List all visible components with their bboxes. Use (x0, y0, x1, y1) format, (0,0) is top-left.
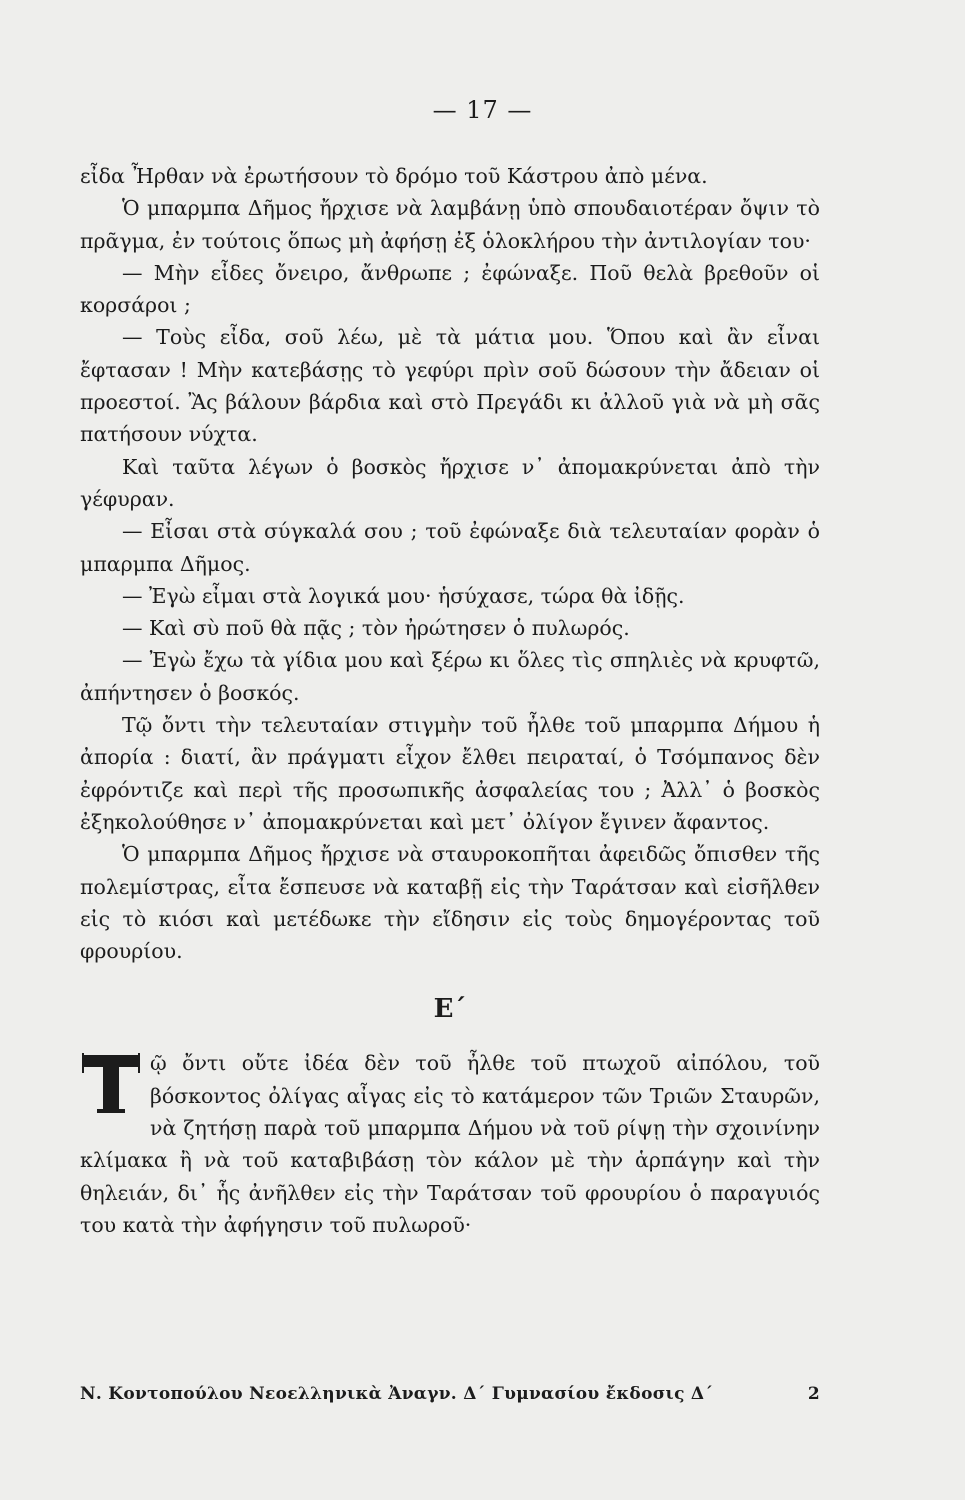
section-heading: Ε΄ (433, 994, 467, 1025)
section-paragraph (80, 1047, 820, 1241)
dropcap-t-icon (80, 1053, 142, 1115)
page-footer (80, 1384, 820, 1404)
page-body (80, 160, 820, 1241)
paragraph-11: Ὁ μπαρμπα Δῆμος ἤρχισε νὰ σταυροκοπῆται ἀφειδῶς ὄπισθεν τῆς πολεμίστρας, εἶτα ἔσπευσε νὰ καταβῇ εἰς τὴν Ταράτσαν καὶ εἰσῆλθεν εἰς τὸ κιόσι καὶ μετέδωκε τὴν εἴδησιν εἰς τοὺς δημογέροντας τοῦ φρουρίου. (80, 842, 820, 964)
footer-book-title: Ν. Κοντοπούλου Νεοελληνικὰ Ἀναγν. Δ΄ Γυμνασίου ἔκδοσις Δ΄ (80, 1384, 714, 1404)
paragraph-7: — Ἐγὼ εἶμαι στὰ λογικά μου· ἡσύχασε, τώρα θὰ ἰδῇς. (122, 583, 685, 608)
footer-signature-number: 2 (807, 1384, 820, 1404)
paragraph-8: — Καὶ σὺ ποῦ θὰ πᾷς ; τὸν ἠρώτησεν ὁ πυλωρός. (122, 616, 630, 641)
paragraph-1: εἶδα Ἦρθαν νὰ ἐρωτήσουν τὸ δρόμο τοῦ Κάστρου ἀπὸ μένα. (80, 164, 708, 188)
page-number: — 17 — (432, 96, 533, 124)
paragraph-6: — Εἶσαι στὰ σύγκαλά σου ; τοῦ ἐφώναξε διὰ τελευταίαν φορὰν ὁ μπαρμπα Δῆμος. (80, 519, 820, 576)
paragraph-9: — Ἐγὼ ἔχω τὰ γίδια μου καὶ ξέρω κι ὅλες τὶς σπηλιὲς νὰ κρυφτῶ, ἀπήντησεν ὁ βοσκός. (80, 648, 820, 705)
paragraph-3: — Μὴν εἶδες ὄνειρο, ἄνθρωπε ; ἐφώναξε. Ποῦ θελὰ βρεθοῦν οἱ κορσάροι ; (80, 260, 820, 318)
dropcap-t (80, 1053, 142, 1115)
paragraph-2: Ὁ μπαρμπα Δῆμος ἤρχισε νὰ λαμβάνῃ ὑπὸ σπουδαιοτέραν ὄψιν τὸ πρᾶγμα, ἐν τούτοις ὅπως μὴ ἀφήσῃ ἐξ ὁλοκλήρου τὴν ἀντιλογίαν του· (80, 196, 820, 253)
paragraph-4: — Τοὺς εἶδα, σοῦ λέω, μὲ τὰ μάτια μου. Ὅπου καὶ ἂν εἶναι ἔφτασαν ! Μὴν κατεβάσῃς τὸ γεφύρι πρὶν σοῦ δώσουν τὴν ἄδειαν οἱ προεστοί. Ἂς βάλουν βάρδια καὶ στὸ Πρεγάδι κι ἀλλοῦ γιὰ νὰ μὴ σᾶς πατήσουν νύχτα. (80, 325, 820, 447)
paragraph-5: Καὶ ταῦτα λέγων ὁ βοσκὸς ἤρχισε ν᾽ ἀπομακρύνεται ἀπὸ τὴν γέφυραν. (80, 454, 820, 511)
section-paragraph-text: ῷ ὄντι οὔτε ἰδέα δὲν τοῦ ἦλθε τοῦ πτωχοῦ αἰπόλου, τοῦ βόσκοντος ὀλίγας αἶγας εἰς τὸ κατάμερον τῶν Τριῶν Σταυρῶν, νὰ ζητήσῃ παρὰ τοῦ μπαρμπα Δήμου νὰ τοῦ ρίψῃ τὴν σχοινίνην κλίμακα ἢ νὰ τοῦ καταβιβάσῃ τὸν κάλον μὲ τὴν ἁρπάγην καὶ τὴν θηλειάν, δι᾽ ἧς ἀνῆλθεν εἰς τὴν Ταράτσαν τοῦ φρουρίου ὁ παραγυιός του κατὰ τὴν ἀφήγησιν τοῦ πυλωροῦ· (80, 1051, 820, 1237)
paragraph-10: Τῷ ὄντι τὴν τελευταίαν στιγμὴν τοῦ ἦλθε τοῦ μπαρμπα Δήμου ἡ ἀπορία : διατί, ἂν πράγματι εἶχον ἔλθει πειραταί, ὁ Τσόμπανος δὲν ἐφρόντιζε καὶ περὶ τῆς προσωπικῆς ἀσφαλείας του ; Ἀλλ᾽ ὁ βοσκὸς ἐξηκολούθησε ν᾽ ἀπομακρύνεται καὶ μετ᾽ ὀλίγον ἔγινεν ἄφαντος. (80, 713, 820, 834)
